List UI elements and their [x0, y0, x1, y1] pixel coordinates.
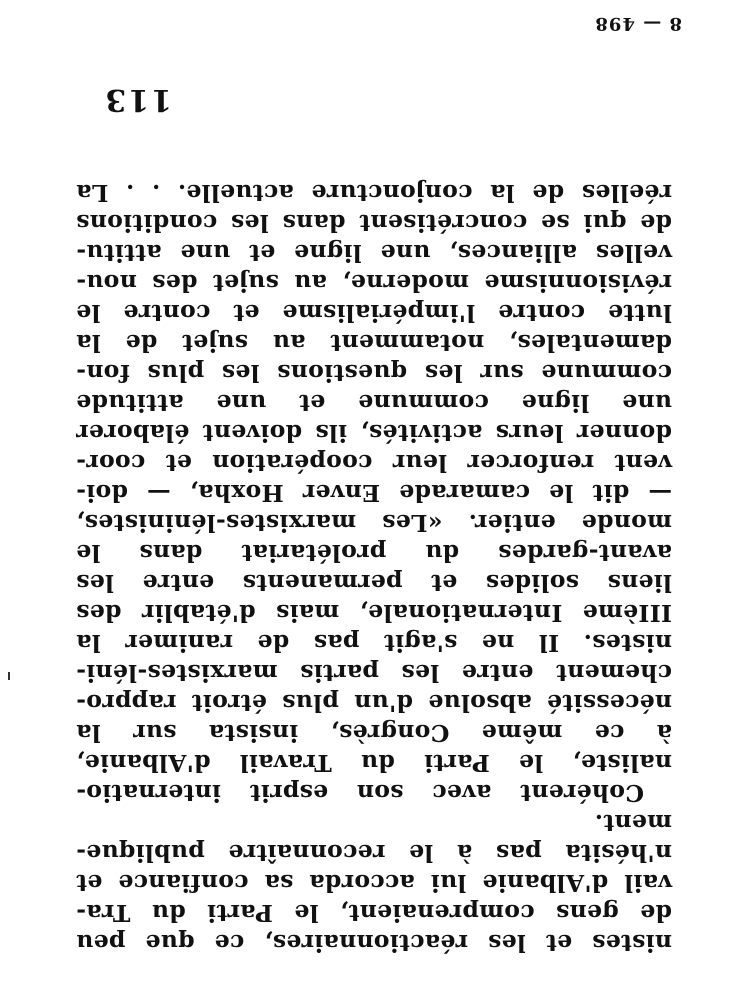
text-line: nistes. Il ne s'agit pas de ranimer la [76, 629, 672, 657]
text-line: de qui se concrétisent dans les conditions [76, 209, 672, 237]
text-line: — dit le camarade Enver Hoxha, — doi- [76, 479, 672, 507]
printer-signature-mark: 8 — 498 [594, 13, 682, 34]
text-line: commune sur les questions les plus fon- [76, 359, 672, 387]
text-line: monde entier. «Les marxistes-léninistes, [76, 509, 672, 537]
text-line: révisionnisme moderne, au sujet des nou- [76, 269, 672, 297]
text-line: naliste, le Parti du Travail d'Albanie, [76, 749, 672, 777]
text-line: à ce même Congrès, insista sur la [76, 719, 672, 747]
text-line: IIIème Internationale, mais d'établir des [76, 599, 672, 627]
text-line: liens solides et permanents entre les [76, 569, 672, 597]
text-line: donner leurs activités, ils doivent élaborer [76, 419, 672, 447]
text-line: Cohérent avec son esprit internatio- [76, 779, 644, 807]
stray-ink-mark [8, 672, 10, 680]
text-line: avant-gardes du prolétariat dans le [76, 539, 672, 567]
text-line: nistes et les réactionnaires, ce que peu [76, 929, 672, 957]
page-number: 113 [103, 82, 172, 117]
text-line: nécessité absolue d'un plus étroit rappro- [76, 689, 672, 717]
text-line: vent renforcer leur coopération et coor- [76, 449, 672, 477]
text-line: vail d'Albanie lui accorda sa confiance et [76, 869, 672, 897]
text-line: ment. [594, 809, 672, 837]
text-line: de gens comprenaient, le Parti du Tra- [76, 899, 672, 927]
text-line: chement entre les partis marxistes-léni- [76, 659, 672, 687]
text-line: n'hésita pas à le reconnaître publique- [76, 839, 672, 867]
text-line: damentales, notamment au sujet de la [76, 329, 672, 357]
text-line: velles alliances, une ligne et une attitu- [76, 239, 672, 267]
text-line: une ligne commune et une attitude [76, 389, 672, 417]
text-line: réelles de la conjoncture actuelle. . . La [76, 179, 672, 207]
text-line: lutte contre l'impérialisme et contre le [76, 299, 672, 327]
